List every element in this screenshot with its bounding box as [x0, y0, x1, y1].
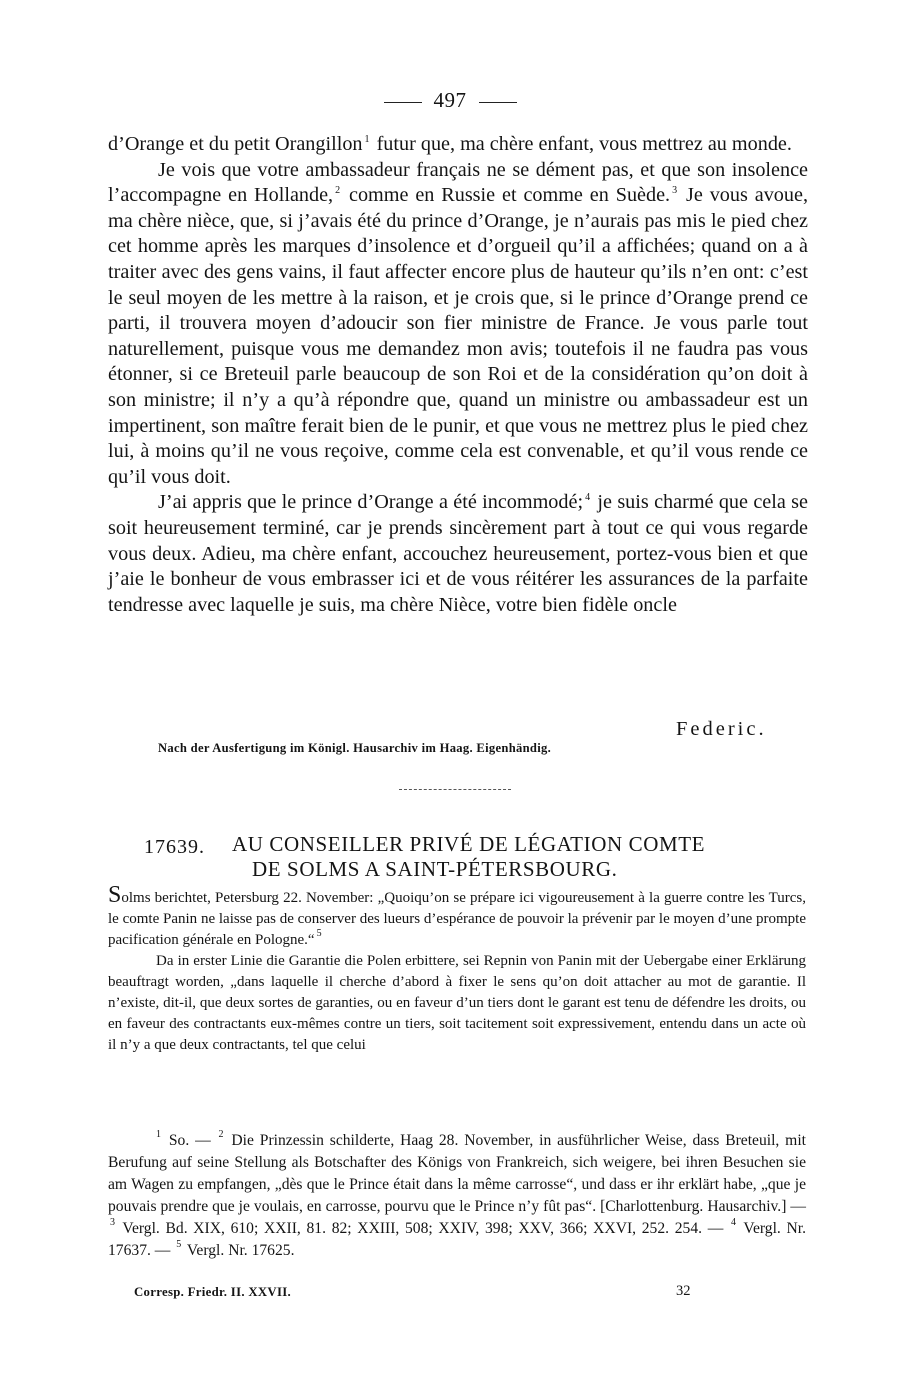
footnote-block: [108, 1130, 806, 1262]
footnote-ref-5: 5: [316, 928, 322, 939]
page-number: 497: [433, 88, 467, 112]
footnote-2: Die Prinzessin schilderte, Haag 28. November, in ausführlicher Weise, dass Breteuil, mit Berufung auf seine Stellung als Botschafter des Königs von Frankreich, sich weigere, bei ihren Besuchen sie am Wagen zu empfangen, „dès que le Prince était dans la même carrosse“, und dass er ihr erklärt habe, „que je pouvais prendre que je voulais, en carrosse, pourvu que le Prince n’y fût pas“. [Charlottenburg. Hausarchiv.] —: [108, 1132, 806, 1215]
footer-signature-mark: 32: [676, 1283, 691, 1299]
footnote-1: So. —: [163, 1132, 217, 1149]
drop-cap: S: [108, 882, 122, 908]
letter-p2c-text: Je vous avoue, ma chère nièce, que, si j’avais été du prince d’Orange, je n’aurais pas mis le pied chez cet homme après les marques d’insolence et d’orgueil qu’il a affichées; quand on a à traiter avec des gens vains, il faut affecter encore plus de hauteur qu’ils n’en ont: c’est le seul moyen de les mettre à la raison, et je crois que, si le prince d’Orange prend ce parti, il trouvera moyen d’adoucir son fier ministre de France. Je vous parle tout naturellement, puisque vous me demandez mon avis; toutefois il ne faudra pas vous étonner, si ce Breteuil parle beaucoup de son Roi et de la considération qu’on doit à son ministre; il n’y a qu’à répondre que, quand un ministre ou ambassadeur est un impertinent, son maître ferait bien de le punir, et que vous ne mettrez plus le pied chez lui, à moins qu’il ne vous reçoive, comme cela est convenable, et qu’il vous rende ce qu’il vous doit.: [108, 184, 808, 488]
page-header: [0, 88, 900, 113]
header-rule-right: [479, 102, 517, 103]
letter-p3b-text: je suis charmé que cela se soit heureusement terminé, car je prends sincèrement part à tout ce qui vous regarde vous deux. Adieu, ma chère enfant, accouchez heureusement, portez-vous bien et que j’aie le bonheur de vous embrasser ici et de vous réitérer les assurances de la parfaite tendresse avec laquelle je suis, ma chère Nièce, votre bien fidèle oncle: [108, 491, 808, 616]
signature: Federic.: [676, 718, 767, 740]
summary-paragraph-2: Da in erster Linie die Garantie die Polen erbittere, sei Repnin von Panin mit der Uebergabe einer Erklärung beauftragt worden, „dans laquelle il cherche d’abord à fixer le sens qu’on doit attacher au mot de garantie. Il n’existe, dit-il, que deux sortes de garanties, ou en faveur d’un tiers dont le garant est tenu de défendre les droits, ou en faveur des contractants eux-mêmes contre un tiers, soit tacitement soit expressivement, entendu dans un acte où il n’y a que deux contractants, tel que celui: [108, 953, 806, 1053]
letter-text: [108, 132, 808, 618]
section-divider: [399, 789, 511, 791]
letter-p1-text: d’Orange et du petit Orangillon: [108, 133, 363, 155]
footnote-ref-2: 2: [335, 185, 341, 197]
footnotes: [108, 1130, 806, 1262]
letter-p3a-text: J’ai appris que le prince d’Orange a été incommodé;: [158, 491, 584, 514]
section-title-line-2: DE SOLMS A SAINT-PÉTERSBOURG.: [252, 857, 618, 881]
letter-p1-rest: futur que, ma chère enfant, vous mettrez au monde.: [371, 133, 792, 155]
letter-p2b-text: comme en Russie et comme en Suède.: [342, 184, 671, 207]
footnote-3: Vergl. Bd. XIX, 610; XXII, 81. 82; XXIII, 508; XXIV, 398; XXV, 366; XXVI, 252. 254. —: [117, 1220, 729, 1237]
footnote-mark-1: 1: [156, 1129, 161, 1140]
footnote-mark-5: 5: [176, 1239, 182, 1250]
footer-volume: Corresp. Friedr. II. XXVII.: [134, 1285, 292, 1299]
footnote-ref-1: 1: [364, 134, 370, 145]
footnote-mark-3: 3: [110, 1217, 115, 1228]
footnote-5: Vergl. Nr. 17625.: [183, 1242, 295, 1259]
letter-paragraph-3: [108, 490, 808, 618]
footnote-mark-2: 2: [218, 1129, 224, 1140]
letter-paragraph-1: [108, 132, 808, 158]
footnote-mark-4: 4: [731, 1217, 736, 1228]
letter-p2a-text: Je vois que votre ambassadeur français ne se dément pas, et que son insolence l’accompagne en Hollande,: [108, 158, 808, 207]
header-rule-left: [384, 102, 422, 103]
source-note: Nach der Ausfertigung im Königl. Hausarchiv im Haag. Eigenhändig.: [158, 741, 552, 755]
section-number: 17639.: [144, 836, 205, 858]
letter-paragraph-2: [108, 158, 808, 491]
summary-text: [108, 882, 806, 1056]
footnote-4: Vergl. Nr. 17637. —: [108, 1220, 806, 1259]
footnote-ref-3: 3: [672, 185, 678, 197]
section-title-line-1: AU CONSEILLER PRIVÉ DE LÉGATION COMTE: [232, 832, 706, 856]
summary-p1-text: olms berichtet, Petersburg 22. November: „Quoiqu’on se prépare ici vigoureusement à la guerre contre les Turcs, le comte Panin ne laisse pas de conserver des lueurs d’espérance de pouvoir la prévenir par le moyen d’une prompte pacification générale en Pologne.“: [108, 890, 806, 948]
summary-paragraph-1: [108, 882, 806, 951]
footnote-ref-4: 4: [585, 492, 591, 504]
